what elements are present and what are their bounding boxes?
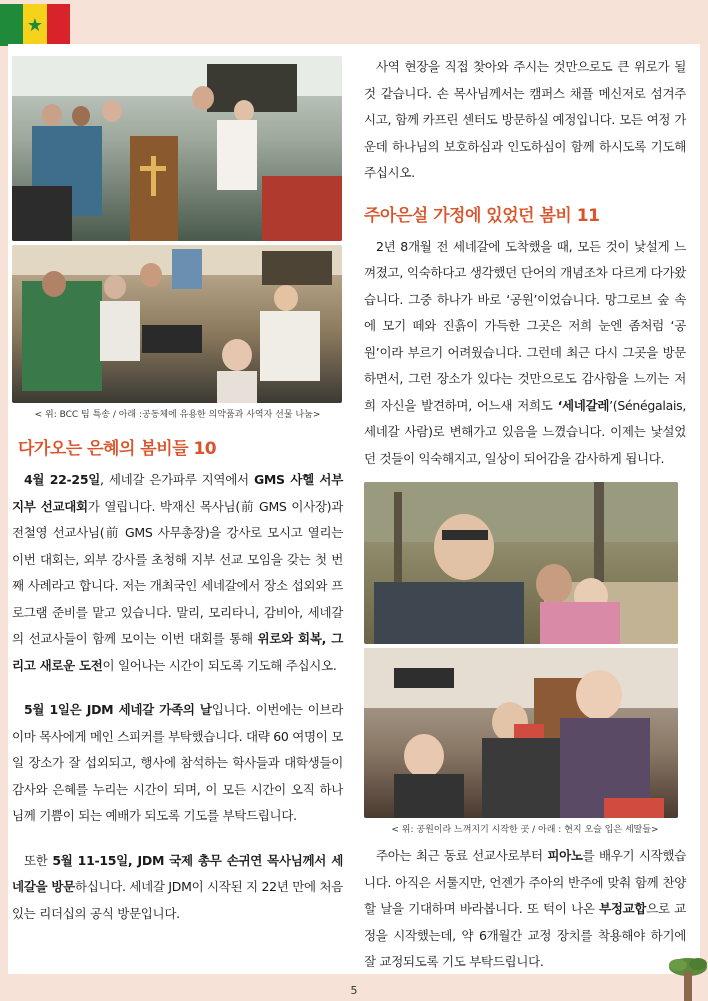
left-column [12, 56, 343, 927]
paragraph-mission-conference [12, 467, 343, 679]
text-senegalais: ‘세네갈레 [557, 397, 610, 413]
photo-medicine-gift-sharing [12, 245, 342, 403]
section-heading-spring-rain-11: 주아은설 가정에 있었던 봄비 11 [364, 205, 600, 226]
text-span: 가 열립니다. 박재신 목사님(前 GMS 이사장)과 전철영 선교사님(前 GMS 사무총장)을 강사로 모시고 열리는 이번 대회는, 외부 강사를 초청해 지부 선교 모임을 갖는 첫 번째 사례라고 합니다. 저는 개최국인 세네갈에서 장소 섭외와 프로그램 준비를 맡고 있습니다. 말리, 모리타니, 감비아, 세네갈의 선교사들이 함께 모이는 이번 대회를 통해 [12, 498, 344, 646]
flag-band-red [47, 4, 70, 46]
text-span: 2년 8개월 전 세네갈에 도착했을 때, 모든 것이 낯설게 느껴졌고, 익숙하다고 생각했던 단어의 개념조차 다르게 다가왔습니다. 그중 하나가 바로 ‘공원’이었습니다. 망그로브 숲 속에 모기 떼와 진흙이 가득한 그곳은 저희 눈엔 좀처럼 ‘공원’이라 부르기 어려웠습니다. 그런데 최근 다시 그곳을 방문하면서, 그런 장소가 있다는 것만으로도 감사함을 느끼는 저희 자신을 발견하며, 어느새 저희도 [364, 238, 686, 413]
text-span: 으로 교정을 시작했는데, 약 6개월간 교정 장치를 착용해야 하기에 잘 교정되도록 기도 부탁드립니다. [364, 901, 686, 969]
text-span: 를 배우기 시작했습니다. 아직은 서툴지만, 언젠가 주아의 반주에 맞춰 함께 찬양할 날을 기대하며 바라봅니다. 또 턱이 나온 [364, 848, 686, 916]
text-span: 하십니다. 세네갈 JDM이 시작된 지 22년 만에 처음 있는 리더십의 공식 방문입니다. [12, 879, 344, 921]
photo-daughters-traditional-clothes [364, 648, 678, 818]
text-family-day: 5월 1일은 JDM 세네갈 가족의 날 [24, 702, 212, 717]
photo-bcc-team-singing [12, 56, 342, 241]
text-date-apr: 4월 22-25일 [24, 472, 100, 487]
text-comfort-recovery: 위로와 회복, 그리고 새로운 도전 [12, 631, 343, 673]
flag-band-green [0, 4, 23, 46]
text-span: 또한 [24, 852, 53, 868]
paragraph-leadership-visit [12, 848, 343, 928]
paragraph-visit-continued: 사역 현장을 직접 찾아와 주시는 것만으로도 큰 위로가 될 것 같습니다. 손 목사님께서는 캠퍼스 채플 메신저로 섬겨주시고, 함께 카프린 센터도 방문하실 예정입니다. 모든 여정 가운데 하나님의 보호하심과 인도하심이 함께 하시도록 기도해 주십시오. [364, 59, 686, 180]
paragraph-family-day [12, 697, 343, 830]
flag-band-yellow [23, 4, 46, 46]
text-malocclusion: 부정교합 [599, 901, 647, 916]
baobab-tree-icon [668, 953, 708, 1001]
paragraph-piano-braces [364, 843, 686, 976]
page-number: 5 [350, 984, 358, 997]
text-span: 입니다. 이번에는 이브라이마 목사에게 메인 스피커를 부탁했습니다. 대략 60 여명이 모일 장소가 잘 섭외되고, 행사에 참석하는 학사들과 대학생들이 감사와 은혜를 누리는 시간이 되며, 이 모든 시간이 오직 하나님께 기쁨이 되는 예배가 되도록 기도를 부탁드립니다. [12, 702, 343, 823]
text-visit-dates: 5월 11-15일, JDM 국제 총무 손귀연 목사님께서 세네갈을 방문 [12, 852, 343, 894]
text-span: 이 일어나는 시간이 되도록 기도해 주십시오. [102, 657, 337, 673]
star-icon: ★ [26, 14, 44, 36]
text-piano: 피아노 [547, 848, 583, 863]
text-gms-conference: GMS 사헬 서부지부 선교대회 [12, 472, 343, 514]
newsletter-page [8, 44, 700, 974]
text-span: 주아는 최근 동료 선교사로부터 [376, 848, 548, 863]
senegal-flag-icon [0, 4, 70, 46]
right-column [364, 54, 686, 976]
text-span: , 세네갈 은가파루 지역에서 [100, 472, 254, 487]
section-heading-spring-rain-10: 다가오는 은혜의 봄비들 10 [18, 439, 217, 459]
photo-caption-left: < 위: BCC 팀 특송 / 아래 :공동체에 유용한 의약품과 사역자 선물 나눔> [34, 410, 321, 420]
text-span: ’(Sénégalais, 세네갈 사람)로 변해가고 있음을 느꼈습니다. 이제는 낯설었던 것들이 익숙해지고, 일상이 되어감을 감사하게 됩니다. [364, 397, 686, 466]
photo-park-family [364, 482, 678, 644]
paragraph-park-story [364, 234, 686, 473]
photo-caption-right: < 위: 공원이라 느껴지기 시작한 곳 / 아래 : 현지 오슬 입은 세딸들> [391, 825, 659, 835]
